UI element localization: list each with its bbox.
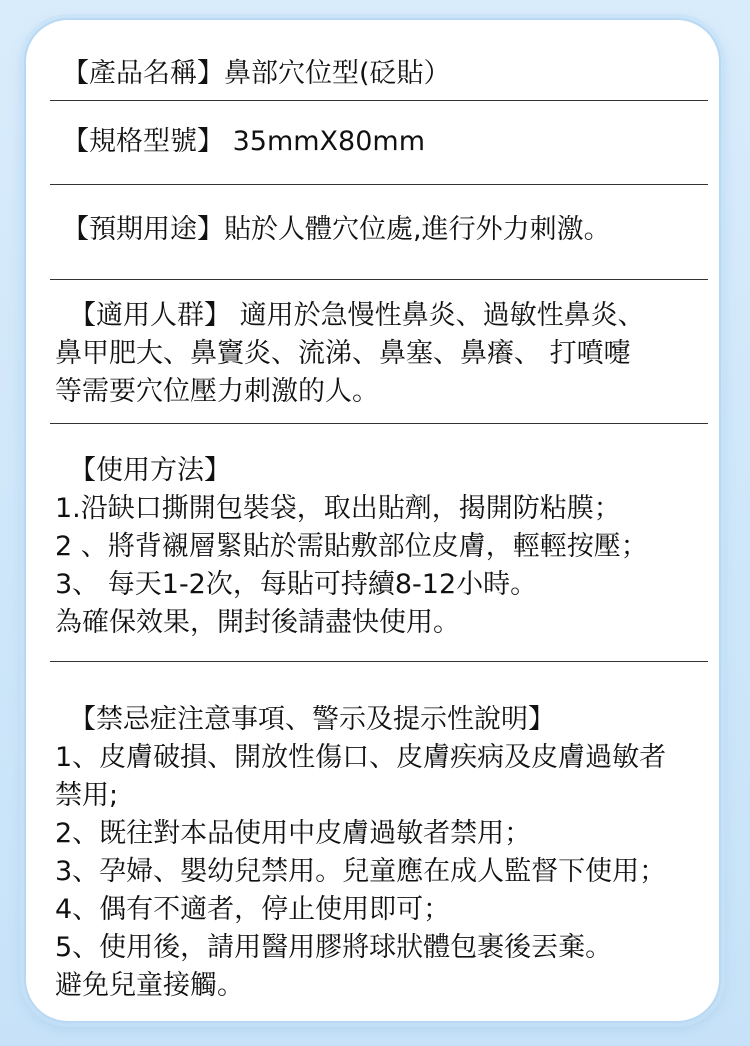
intended-use-label: 【預期用途】 (62, 214, 224, 245)
target-group-line: 【適用人群】 適用於急慢性鼻炎、過敏性鼻炎、 (69, 300, 645, 331)
spec-value: 35mmX80mm (232, 126, 426, 157)
intended-use-row (26, 211, 719, 249)
warnings-heading: 【禁忌症注意事項、警示及提示性說明】 (69, 704, 555, 735)
product-name-label: 【產品名稱】 (62, 58, 224, 89)
spec-label: 【規格型號】 (62, 126, 224, 157)
divider (50, 661, 708, 662)
usage-line: 3、 每天1-2次，每貼可持續8-12小時。 (55, 569, 538, 600)
spec-row (26, 123, 719, 161)
instruction-card (24, 18, 721, 1023)
warnings-line: 1、皮膚破損、開放性傷口、皮膚疾病及皮膚過敏者 (55, 742, 667, 773)
spec-section (26, 123, 719, 161)
intended-use-section (26, 211, 719, 249)
target-group-line: 等需要穴位壓力刺激的人。 (55, 376, 379, 407)
warnings-line: 避免兒童接觸。 (55, 970, 244, 1001)
warnings-line: 2、既往對本品使用中皮膚過敏者禁用； (55, 818, 532, 849)
product-name-row (26, 55, 719, 93)
intended-use-value: 貼於人體穴位處,進行外力刺激。 (224, 214, 611, 245)
target-group-section (26, 297, 719, 411)
usage-line: 為確保效果，開封後請盡快使用。 (55, 607, 460, 638)
warnings-section (26, 701, 719, 1005)
product-name-section (26, 55, 719, 93)
usage-heading: 【使用方法】 (69, 455, 231, 486)
divider (50, 423, 708, 424)
usage-line: 1.沿缺口撕開包裝袋，取出貼劑，揭開防粘膜； (55, 493, 621, 524)
usage-section (26, 452, 719, 642)
divider (50, 184, 708, 185)
warnings-line: 3、孕婦、嬰幼兒禁用。兒童應在成人監督下使用； (55, 856, 667, 887)
divider (50, 100, 708, 101)
warnings-line: 5、使用後，請用醫用膠將球狀體包裹後丟棄。 (55, 932, 613, 963)
target-group-line: 鼻甲肥大、鼻竇炎、流涕、鼻塞、鼻癢、 打噴嚏 (55, 338, 631, 369)
usage-line: 2 、將背襯層緊貼於需貼敷部位皮膚，輕輕按壓； (55, 531, 648, 562)
product-name-value: 鼻部穴位型(砭貼） (224, 58, 451, 89)
warnings-line: 禁用; (55, 780, 119, 811)
divider (50, 279, 708, 280)
warnings-line: 4、偶有不適者，停止使用即可； (55, 894, 451, 925)
